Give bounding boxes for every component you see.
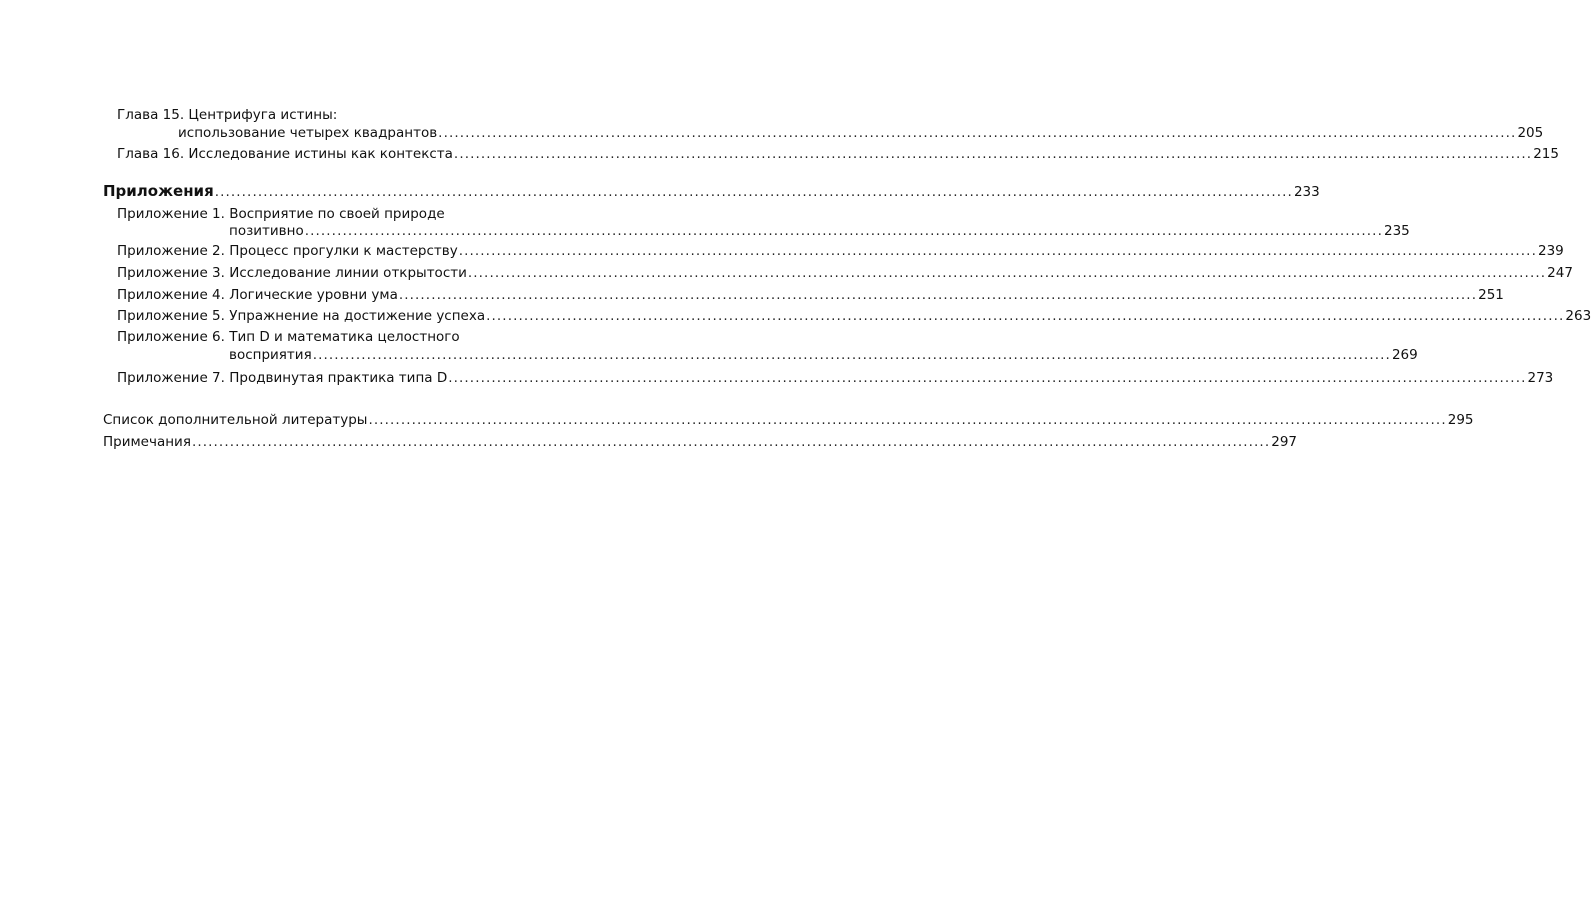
dot-leader: ........................................................................................................................................................................................................ xyxy=(214,184,1293,200)
dot-leader: ........................................................................................................................................................................................................ xyxy=(368,412,1447,428)
toc-entry-label: восприятия xyxy=(229,347,312,363)
toc-entry-label: Приложение 3. Исследование линии открытости xyxy=(117,265,467,281)
toc-page-number: 297 xyxy=(1271,434,1298,450)
dot-leader: ........................................................................................................................................................................................................ xyxy=(453,146,1533,162)
toc-entry-appendix-6 xyxy=(229,346,1418,364)
toc-section-title: Приложения xyxy=(103,182,214,200)
toc-entry-label: использование четырех квадрантов xyxy=(178,125,438,141)
toc-chapter-15-title: Глава 15. Центрифуга истины: xyxy=(117,107,338,123)
toc-entry-further-reading xyxy=(103,411,1474,429)
dot-leader: ........................................................................................................................................................................................................ xyxy=(304,223,1383,239)
toc-entry-label: Список дополнительной литературы xyxy=(103,412,368,428)
toc-entry-chapter-16 xyxy=(117,145,1559,163)
toc-appendix-6-title: Приложение 6. Тип D и математика целостного xyxy=(117,329,460,345)
toc-entry-label: Глава 16. Исследование истины как контекста xyxy=(117,146,453,162)
toc-page-number: 251 xyxy=(1478,287,1504,303)
toc-page-number: 233 xyxy=(1293,184,1320,200)
dot-leader: ........................................................................................................................................................................................................ xyxy=(438,125,1517,141)
toc-entry-label: Приложение 7. Продвинутая практика типа D xyxy=(117,370,448,386)
toc-entry-appendix-2 xyxy=(117,242,1564,260)
dot-leader: ........................................................................................................................................................................................................ xyxy=(448,370,1527,386)
toc-entry-appendix-3 xyxy=(117,264,1573,282)
toc-page-number: 273 xyxy=(1527,370,1554,386)
toc-entry-appendix-1 xyxy=(229,222,1410,240)
toc-page-number: 269 xyxy=(1391,347,1418,363)
toc-page-number: 263 xyxy=(1565,308,1591,324)
toc-page-number: 205 xyxy=(1517,125,1544,141)
toc-entry-label: Приложение 2. Процесс прогулки к мастерству xyxy=(117,243,458,259)
toc-entry-label: Приложение 4. Логические уровни ума xyxy=(117,287,398,303)
dot-leader: ........................................................................................................................................................................................................ xyxy=(312,347,1391,363)
toc-section-appendices xyxy=(103,182,1320,201)
toc-page-number: 247 xyxy=(1547,265,1573,281)
toc-page-number: 215 xyxy=(1533,146,1559,162)
toc-entry-label: позитивно xyxy=(229,223,304,239)
toc-entry-appendix-5 xyxy=(117,307,1591,325)
toc-entry-appendix-4 xyxy=(117,286,1504,304)
dot-leader: ........................................................................................................................................................................................................ xyxy=(398,287,1478,303)
dot-leader: ........................................................................................................................................................................................................ xyxy=(458,243,1537,259)
toc-entry-chapter-15 xyxy=(178,124,1544,142)
toc-page-number: 235 xyxy=(1383,223,1410,239)
toc-entry-appendix-7 xyxy=(117,369,1554,387)
dot-leader: ........................................................................................................................................................................................................ xyxy=(486,308,1565,324)
toc-entry-label: Примечания xyxy=(103,434,191,450)
toc-entry-label: Приложение 5. Упражнение на достижение успеха xyxy=(117,308,486,324)
toc-appendix-1-title: Приложение 1. Восприятие по своей природе xyxy=(117,206,445,222)
dot-leader: ........................................................................................................................................................................................................ xyxy=(467,265,1547,281)
dot-leader: ........................................................................................................................................................................................................ xyxy=(191,434,1271,450)
toc-entry-notes xyxy=(103,433,1298,451)
toc-page-number: 239 xyxy=(1537,243,1564,259)
toc-page-number: 295 xyxy=(1447,412,1474,428)
